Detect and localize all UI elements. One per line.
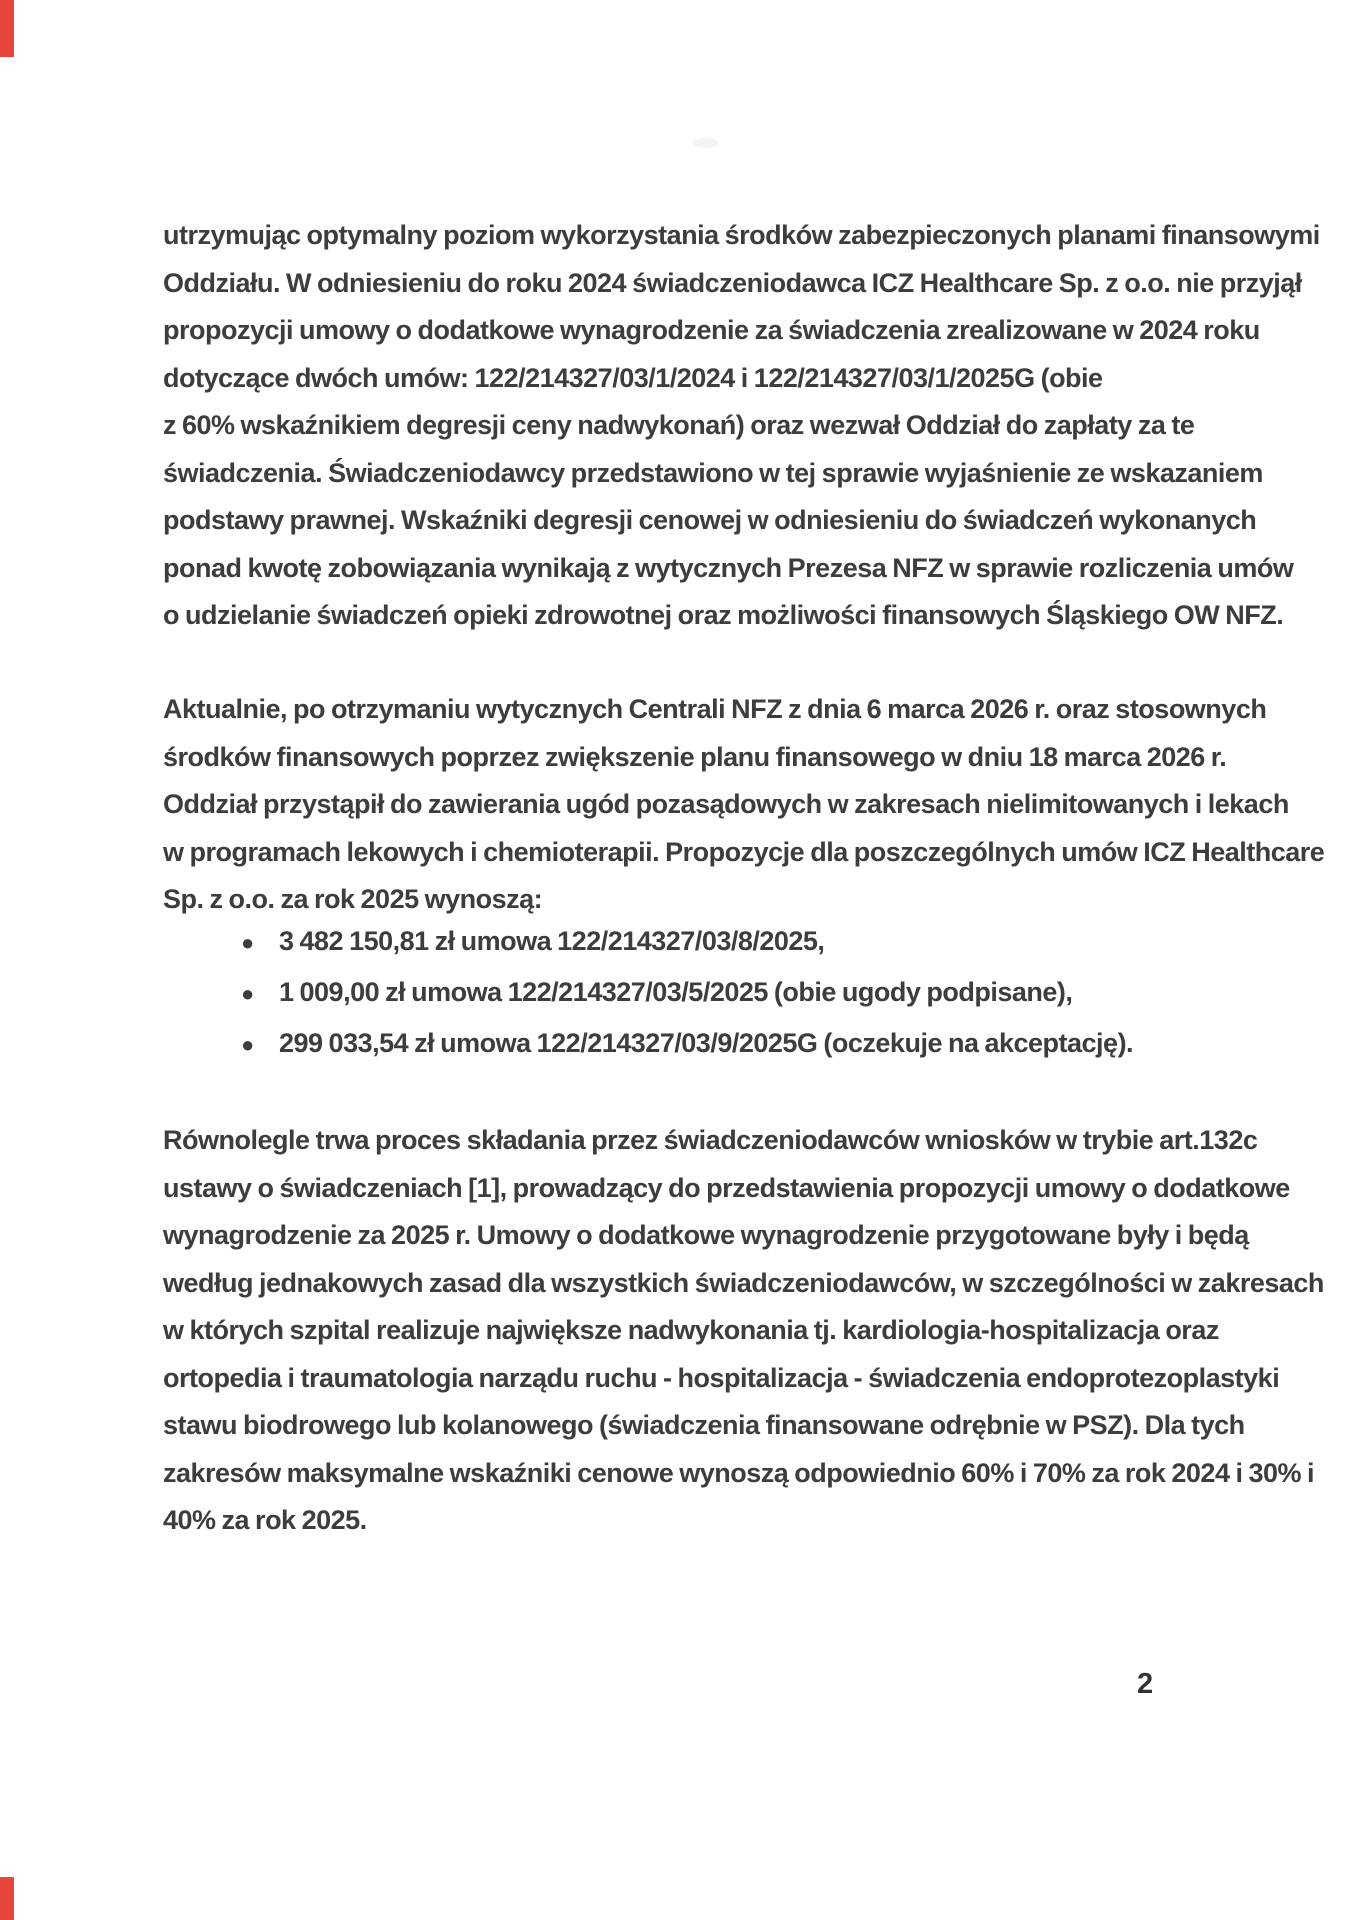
bullet-icon: ●: [241, 930, 255, 955]
list-item-text: 1 009,00 zł umowa 122/214327/03/5/2025 (obie ugody podpisane),: [279, 977, 1073, 1007]
list-item: [163, 916, 1133, 967]
contract-amounts-list: [163, 916, 1133, 1069]
text-line: środków finansowych poprzez zwiększenie planu finansowego w dniu 18 marca 2026 r.: [163, 741, 1227, 772]
text-line: o udzielanie świadczeń opieki zdrowotnej oraz możliwości finansowych Śląskiego OW NFZ.: [163, 600, 1284, 630]
text-line: ponad kwotę zobowiązania wynikają z wytycznych Prezesa NFZ w sprawie rozliczenia umów: [163, 552, 1294, 583]
paragraph-2: [163, 686, 1324, 924]
text-line: wynagrodzenie za 2025 r. Umowy o dodatkowe wynagrodzenie przygotowane były i będą: [163, 1220, 1249, 1250]
text-line: ustawy o świadczeniach [1], prowadzący do przedstawienia propozycji umowy o dodatkowe: [163, 1172, 1290, 1203]
paragraph-1: [163, 212, 1320, 640]
text-line: według jednakowych zasad dla wszystkich świadczeniodawców, w szczególności w zakresach: [163, 1267, 1324, 1298]
text-line: świadczenia. Świadczeniodawcy przedstawiono w tej sprawie wyjaśnienie ze wskazaniem: [163, 457, 1263, 488]
scan-smudge: [692, 138, 718, 148]
text-line: Oddziału. W odniesieniu do roku 2024 świadczeniodawca ICZ Healthcare Sp. z o.o. nie przyjął: [163, 267, 1302, 298]
text-line: Aktualnie, po otrzymaniu wytycznych Centrali NFZ z dnia 6 marca 2026 r. oraz stosownych: [163, 694, 1267, 724]
list-item: [163, 1018, 1133, 1069]
list-item-text: 3 482 150,81 zł umowa 122/214327/03/8/2025,: [279, 926, 825, 956]
text-line: Równolegle trwa proces składania przez świadczeniodawców wniosków w trybie art.132c: [163, 1125, 1258, 1155]
text-line: ortopedia i traumatologia narządu ruchu - hospitalizacja - świadczenia endoprotezoplastyki: [163, 1362, 1280, 1393]
text-line: podstawy prawnej. Wskaźniki degresji cenowej w odniesieniu do świadczeń wykonanych: [163, 505, 1257, 535]
list-item: [163, 967, 1133, 1018]
scan-mark-top-left: [0, 0, 14, 57]
text-line: w których szpital realizuje największe nadwykonania tj. kardiologia-hospitalizacja oraz: [163, 1315, 1219, 1345]
scan-mark-bottom-left: [0, 1877, 14, 1920]
bullet-icon: ●: [241, 1032, 255, 1057]
page-number: 2: [1137, 1668, 1154, 1700]
bullet-icon: ●: [241, 981, 255, 1006]
text-line: Oddział przystąpił do zawierania ugód pozasądowych w zakresach nielimitowanych i lekach: [163, 789, 1289, 819]
text-line: stawu biodrowego lub kolanowego (świadczenia finansowane odrębnie w PSZ). Dla tych: [163, 1410, 1245, 1440]
text-line: zakresów maksymalne wskaźniki cenowe wynoszą odpowiednio 60% i 70% za rok 2024 i 30% i: [163, 1457, 1315, 1488]
text-line: 40% za rok 2025.: [163, 1505, 367, 1535]
text-line: propozycji umowy o dodatkowe wynagrodzenie za świadczenia zrealizowane w 2024 roku: [163, 315, 1260, 345]
text-line: utrzymując optymalny poziom wykorzystania środków zabezpieczonych planami finansowymi: [163, 220, 1320, 250]
list-item-text: 299 033,54 zł umowa 122/214327/03/9/2025G (oczekuje na akceptację).: [279, 1028, 1134, 1058]
text-line: dotyczące dwóch umów: 122/214327/03/1/2024 i 122/214327/03/1/2025G (obie: [163, 362, 1103, 393]
text-line: z 60% wskaźnikiem degresji ceny nadwykonań) oraz wezwał Oddział do zapłaty za te: [163, 410, 1195, 440]
paragraph-3: [163, 1117, 1324, 1545]
text-line: Sp. z o.o. za rok 2025 wynoszą:: [163, 884, 543, 914]
text-line: w programach lekowych i chemioterapii. Propozycje dla poszczególnych umów ICZ Healthcare: [163, 836, 1325, 867]
